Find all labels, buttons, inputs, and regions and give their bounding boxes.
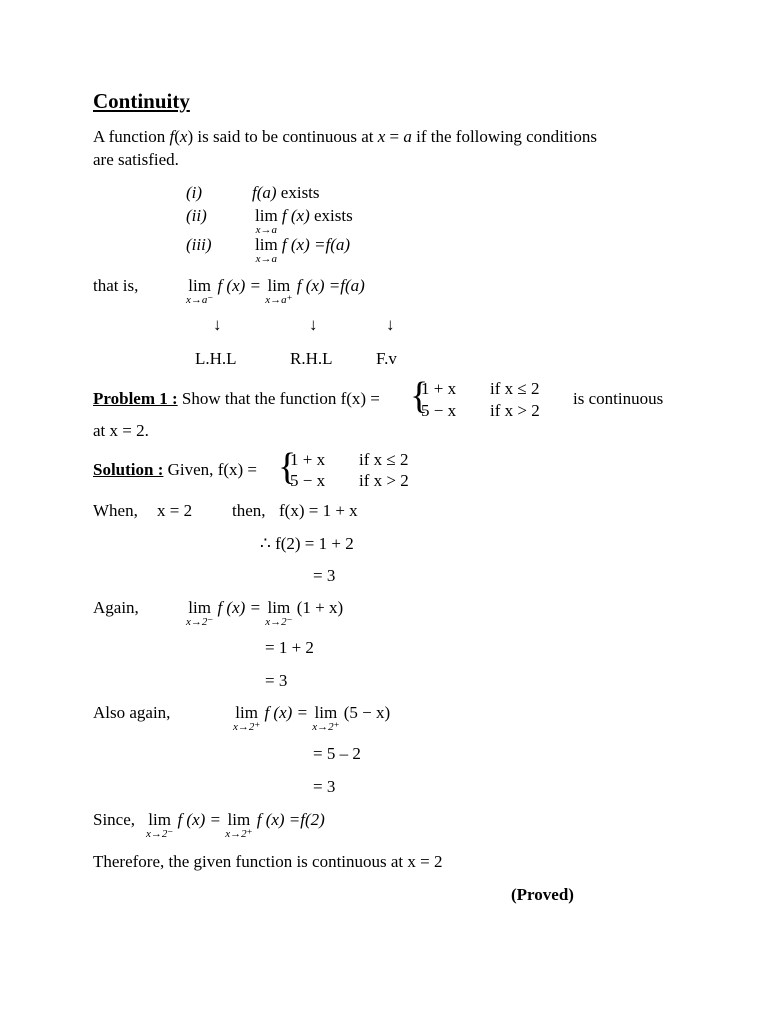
solution-brace: { xyxy=(278,446,297,488)
fv-expr: f(a) xyxy=(340,276,365,295)
condition-1-expr: f(a) xyxy=(252,183,277,202)
also-again-label: Also again, xyxy=(93,703,171,722)
that-is-expr xyxy=(186,277,365,306)
solution-case-1-cond: if x ≤ 2 xyxy=(359,450,409,469)
since-fx-2: f (x) = xyxy=(256,810,301,829)
lim-sub: x→2⁺ xyxy=(233,721,261,733)
problem-case-1-cond: if x ≤ 2 xyxy=(490,379,540,398)
lim-word: lim xyxy=(188,276,211,295)
problem-case-2-expr: 5 − x xyxy=(421,401,457,420)
solution-line xyxy=(93,461,257,478)
again-label: Again, xyxy=(93,598,139,617)
intro-x2: x xyxy=(377,127,386,146)
also-step-1: = 5 – 2 xyxy=(313,744,361,763)
fv-label: F.v xyxy=(376,349,397,368)
that-is-label: that is, xyxy=(93,276,139,295)
solution-case-2-expr: 5 − x xyxy=(290,471,326,490)
intro-paren: ( xyxy=(174,127,180,146)
intro-text-3: if the following conditions xyxy=(411,127,597,146)
solution-fx: f(x) = xyxy=(217,460,258,479)
lim-sub: x→a⁺ xyxy=(265,294,293,306)
down-arrow-icon: ↓ xyxy=(386,315,395,334)
lim-sub: x→2⁻ xyxy=(146,828,174,840)
lhl-fx: f (x) = xyxy=(217,276,262,295)
intro-x: x xyxy=(179,127,188,146)
problem-case-2-cond: if x > 2 xyxy=(490,401,540,420)
problem-tail: is continuous xyxy=(573,389,664,408)
lim-sub: x→2⁻ xyxy=(186,616,214,628)
solution-label: Solution : xyxy=(93,460,164,479)
problem-fx: f(x) = xyxy=(340,389,380,408)
also-fx-1: f (x) = xyxy=(264,703,309,722)
lim-word: lim xyxy=(267,276,291,295)
condition-1-text: exists xyxy=(280,183,320,202)
down-arrow-icon: ↓ xyxy=(213,315,222,334)
intro-eq: = xyxy=(385,127,404,146)
lhl-label: L.H.L xyxy=(195,349,237,368)
lim-word: lim xyxy=(255,235,278,254)
lhl-limit xyxy=(186,277,213,306)
since-rhs: f(2) xyxy=(300,810,325,829)
lim-word: lim xyxy=(267,598,291,617)
when-then: then, xyxy=(232,501,266,520)
when-cond: x = 2 xyxy=(157,501,193,520)
when-expr: f(x) = 1 + x xyxy=(279,501,358,520)
since-expr xyxy=(146,811,325,840)
again-expr xyxy=(186,599,343,628)
condition-3-rhs: f(a) xyxy=(325,235,351,254)
therefore-f2: ∴ f(2) = 1 + 2 xyxy=(260,534,354,553)
rhl-label: R.H.L xyxy=(290,349,333,368)
when-label: When, xyxy=(93,501,138,520)
again-fx-2: (1 + x) xyxy=(296,598,344,617)
lim-sub: x→a xyxy=(255,253,278,265)
intro-text: A function xyxy=(93,127,170,146)
condition-3-num: (iii) xyxy=(186,235,212,254)
also-lim-2 xyxy=(312,704,339,733)
also-fx-2: (5 − x) xyxy=(343,703,391,722)
lim-word: lim xyxy=(235,703,258,722)
also-step-2: = 3 xyxy=(313,777,336,796)
again-lim-1 xyxy=(186,599,213,628)
solution-text: Given, xyxy=(163,460,218,479)
intro-line-1 xyxy=(93,128,597,145)
intro-line-2: are satisfied. xyxy=(93,150,179,169)
proved-label: (Proved) xyxy=(511,885,574,904)
since-lim-2 xyxy=(225,811,252,840)
f2-result: = 3 xyxy=(313,566,336,585)
lim-word: lim xyxy=(188,598,211,617)
rhl-limit xyxy=(265,277,292,306)
again-step-2: = 3 xyxy=(265,671,288,690)
problem-line xyxy=(93,390,380,407)
solution-case-1-expr: 1 + x xyxy=(290,450,326,469)
problem-brace: { xyxy=(410,375,429,417)
intro-text-2: ) is said to be continuous at xyxy=(187,127,378,146)
lim-sub: x→2⁺ xyxy=(225,828,253,840)
again-step-1: = 1 + 2 xyxy=(265,638,314,657)
since-lim-1 xyxy=(146,811,173,840)
problem-text: Show that the function xyxy=(177,389,341,408)
condition-3-limit xyxy=(255,236,278,265)
condition-1 xyxy=(252,184,320,201)
again-fx-1: f (x) = xyxy=(217,598,262,617)
condition-2-text: exists xyxy=(314,206,353,225)
condition-2 xyxy=(255,207,353,236)
problem-line-2: at x = 2. xyxy=(93,421,149,440)
condition-2-limit xyxy=(255,207,278,236)
since-label: Since, xyxy=(93,810,136,829)
rhl-fx: f (x) = xyxy=(296,276,341,295)
condition-1-num: (i) xyxy=(186,183,203,202)
problem-label: Problem 1 : xyxy=(93,389,178,408)
condition-3 xyxy=(255,236,350,265)
problem-case-1-expr: 1 + x xyxy=(421,379,457,398)
lim-word: lim xyxy=(314,703,338,722)
lim-word: lim xyxy=(148,810,171,829)
page-title: Continuity xyxy=(93,89,190,113)
condition-3-fx: f (x) = xyxy=(281,235,326,254)
solution-case-2-cond: if x > 2 xyxy=(359,471,409,490)
down-arrow-icon: ↓ xyxy=(309,315,318,334)
lim-word: lim xyxy=(255,206,278,225)
lim-sub: x→2⁺ xyxy=(312,721,340,733)
lim-word: lim xyxy=(227,810,251,829)
intro-f: f xyxy=(169,127,175,146)
condition-2-fx: f (x) xyxy=(281,206,310,225)
condition-2-num: (ii) xyxy=(186,206,207,225)
since-fx-1: f (x) = xyxy=(177,810,222,829)
lim-sub: x→a xyxy=(255,224,278,236)
intro-a: a xyxy=(403,127,412,146)
lim-sub: x→2⁻ xyxy=(265,616,293,628)
lim-sub: x→a⁻ xyxy=(186,294,214,306)
also-lim-1 xyxy=(233,704,260,733)
also-again-expr xyxy=(233,704,390,733)
again-lim-2 xyxy=(265,599,292,628)
conclusion: Therefore, the given function is continuous at x = 2 xyxy=(93,852,443,871)
